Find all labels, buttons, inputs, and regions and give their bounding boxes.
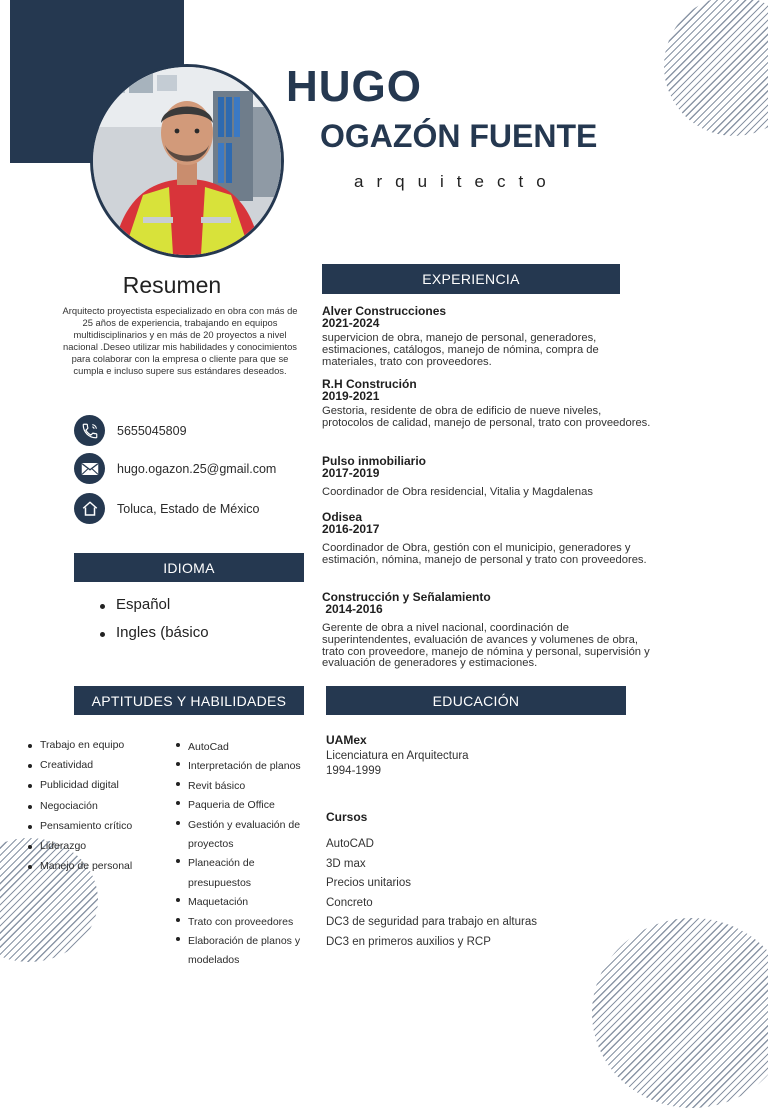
- list-item: Creatividad: [28, 759, 158, 779]
- experience-list: [322, 305, 652, 670]
- list-item: Trato con proveedores: [176, 913, 316, 932]
- job-description: Gestoria, residente de obra de edificio de nueve niveles, protocolos de calidad, manejo de personal, trato con proveedores.: [322, 405, 651, 429]
- summary-title: Resumen: [122, 272, 222, 298]
- hatched-circle-decoration: [592, 918, 768, 1108]
- job-company: Alver Construcciones: [322, 304, 447, 318]
- job-company: Construcción y Señalamiento: [322, 590, 491, 604]
- summary-text: Arquitecto proyectista especializado en obra con más de 25 años de experiencia, trabajando en equipos multidisciplinarios y en más de 20 proyectos a nivel nacional .Deseo utilizar mis habilidades y conocimientos para colaborar con la empresa o cliente para que se cumpla e incluso supere sus estándares deseados.: [62, 305, 298, 376]
- contact-email[interactable]: [74, 453, 276, 484]
- skills-header: APTITUDES Y HABILIDADES: [74, 686, 304, 715]
- job-years: 2021-2024: [322, 316, 380, 330]
- list-item: DC3 en primeros auxilios y RCP: [326, 935, 491, 948]
- languages-list: [100, 596, 209, 652]
- list-item: AutoCad: [176, 738, 316, 757]
- job-entry: [322, 591, 652, 670]
- experience-header: EXPERIENCIA: [322, 264, 620, 294]
- job-years: 2017-2019: [322, 466, 380, 480]
- job-description: Coordinador de Obra residencial, Vitalia y Magdalenas: [322, 486, 593, 498]
- list-item: Gestión y evaluación de proyectos: [176, 816, 316, 855]
- phone-number: 5655045809: [117, 423, 187, 438]
- list-item: Precios unitarios: [326, 877, 412, 890]
- profile-photo: [90, 64, 284, 258]
- list-item: Revit básico: [176, 777, 316, 796]
- home-icon: [74, 493, 105, 524]
- mail-icon: [74, 453, 105, 484]
- location-text: Toluca, Estado de México: [117, 501, 260, 516]
- last-name: OGAZÓN FUENTE: [320, 118, 598, 154]
- courses-list: [326, 838, 537, 956]
- contact-location[interactable]: [74, 493, 259, 524]
- job-description: Coordinador de Obra, gestión con el municipio, generadores y estimación, nómina, manejo de personal y trato con proveedores.: [322, 542, 647, 566]
- job-years: 2019-2021: [322, 389, 380, 403]
- list-item: 3D max: [326, 857, 366, 870]
- contact-phone[interactable]: [74, 415, 187, 446]
- email-address: hugo.ogazon.25@gmail.com: [117, 461, 277, 476]
- list-item: Concreto: [326, 896, 373, 909]
- list-item: Pensamiento crítico: [28, 820, 158, 840]
- list-item: DC3 de seguridad para trabajo en alturas: [326, 916, 537, 929]
- job-company: R.H Construción: [322, 377, 417, 391]
- soft-skills-list: [28, 739, 158, 880]
- list-item: Interpretación de planos: [176, 757, 316, 776]
- education-entry: [326, 733, 606, 779]
- courses-title: Cursos: [326, 810, 368, 824]
- education-years: 1994-1999: [326, 765, 381, 777]
- list-item: Elaboración de planos y modelados: [176, 932, 316, 971]
- job-entry: [322, 305, 652, 378]
- phone-icon: [74, 415, 105, 446]
- list-item: Ingles (básico: [100, 624, 209, 652]
- list-item: Publicidad digital: [28, 779, 158, 799]
- profession: arquitecto: [354, 172, 559, 191]
- list-item: Español: [100, 596, 209, 624]
- list-item: Trabajo en equipo: [28, 739, 158, 759]
- degree: Licenciatura en Arquitectura: [326, 750, 469, 762]
- job-years: 2014-2016: [322, 602, 383, 616]
- technical-skills-list: [176, 738, 316, 971]
- languages-header: IDIOMA: [74, 553, 304, 582]
- list-item: Planeación de presupuestos: [176, 854, 316, 893]
- job-entry: [322, 378, 652, 455]
- first-name: HUGO: [286, 62, 422, 111]
- school-name: UAMex: [326, 733, 367, 747]
- job-description: Gerente de obra a nivel nacional, coordinación de superintendentes, evaluación de avances y volumenes de obra, trato con proveedore, manejo de nómina y personal, supervisión y evaluación de generadores y estimaciones.: [322, 622, 650, 670]
- list-item: Negociación: [28, 800, 158, 820]
- list-item: AutoCAD: [326, 838, 374, 850]
- job-company: Odisea: [322, 510, 363, 524]
- list-item: Paqueria de Office: [176, 796, 316, 815]
- job-company: Pulso inmobiliario: [322, 454, 427, 468]
- education-header: EDUCACIÓN: [326, 686, 626, 715]
- list-item: Liderazgo: [28, 840, 158, 860]
- job-years: 2016-2017: [322, 522, 380, 536]
- job-entry: [322, 455, 652, 511]
- job-entry: [322, 511, 652, 591]
- job-description: supervicion de obra, manejo de personal, generadores, estimaciones, catálogos, manejo de nómina, compra de materiales, trato con proveedores.: [322, 332, 599, 368]
- list-item: Manejo de personal: [28, 860, 158, 880]
- hatched-circle-decoration: [664, 0, 768, 136]
- list-item: Maquetación: [176, 893, 316, 912]
